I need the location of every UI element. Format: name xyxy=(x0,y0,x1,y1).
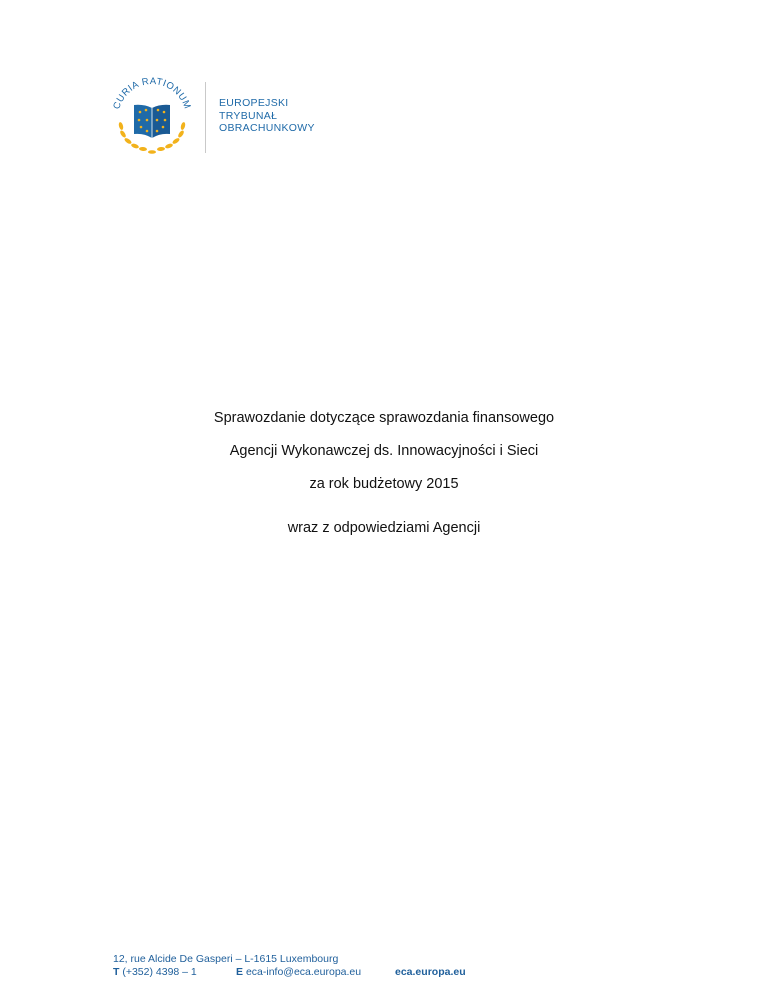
eca-logo xyxy=(104,76,200,160)
org-name-line-1: EUROPEJSKI xyxy=(219,97,289,109)
document-title-line-1: Sprawozdanie dotyczące sprawozdania finansowego xyxy=(213,410,555,426)
footer-phone xyxy=(113,966,197,979)
page-footer xyxy=(113,953,533,979)
document-subtitle: wraz z odpowiedziami Agencji xyxy=(287,520,481,536)
email-value[interactable]: eca-info@eca.europa.eu xyxy=(245,966,362,978)
footer-email[interactable] xyxy=(236,966,361,979)
phone-label: T xyxy=(113,966,120,978)
logo-motto-text: CURIA RATIONUM xyxy=(111,76,193,111)
book-icon xyxy=(134,105,170,138)
org-name-line-2: TRYBUNAŁ xyxy=(219,109,278,122)
document-title-line-3: za rok budżetowy 2015 xyxy=(309,476,459,492)
email-label: E xyxy=(236,966,244,978)
logo-divider xyxy=(205,82,206,153)
organization-name xyxy=(219,97,315,135)
footer-address: 12, rue Alcide De Gasperi – L-1615 Luxembourg xyxy=(113,953,339,965)
phone-value: (+352) 4398 – 1 xyxy=(122,966,197,978)
document-title-line-2: Agencji Wykonawczej ds. Innowacyjności i Sieci xyxy=(229,443,539,459)
footer-contacts xyxy=(113,966,533,979)
footer-website-link[interactable]: eca.europa.eu xyxy=(395,966,466,978)
org-name-line-3: OBRACHUNKOWY xyxy=(219,122,315,134)
